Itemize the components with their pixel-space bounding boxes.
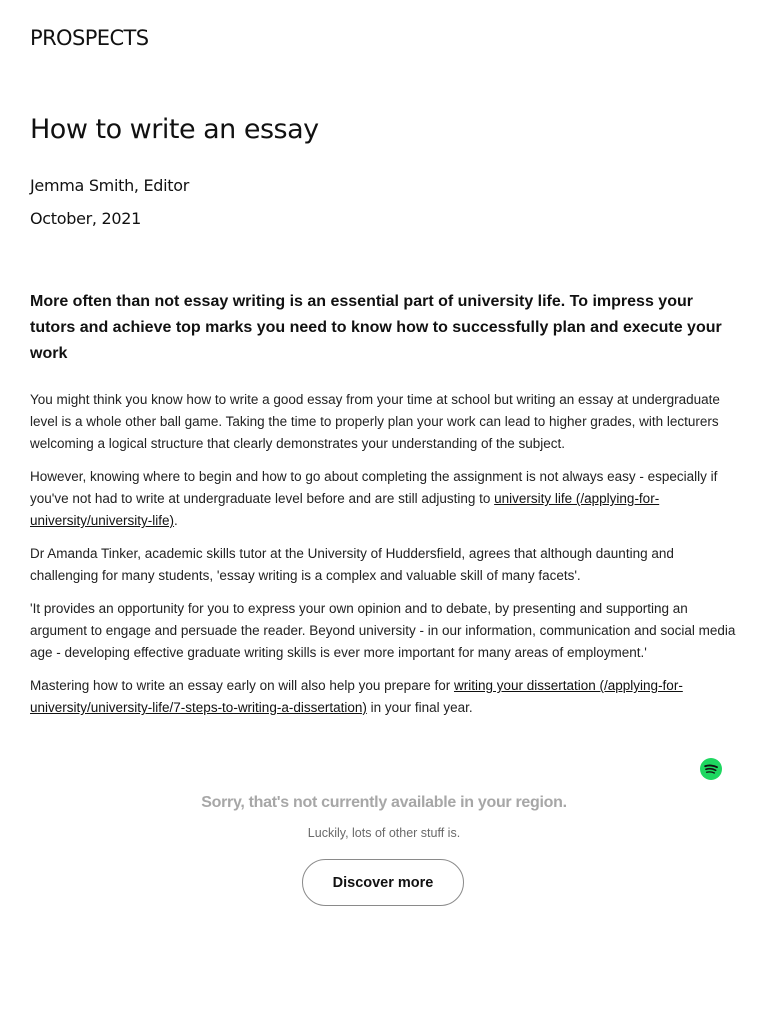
spotify-icon[interactable] [700, 758, 722, 780]
university-life-link[interactable]: university life (/applying-for-university/university-life) [30, 491, 660, 528]
paragraph-5 [30, 675, 742, 719]
discover-more-button[interactable]: Discover more [302, 859, 464, 906]
unavailable-message: Sorry, that's not currently available in your region. [201, 794, 567, 811]
paragraph-1: You might think you know how to write a good essay from your time at school but writing an essay at undergraduate level is a whole other ball game. Taking the time to properly plan your work can lead to higher grades, with lecturers welcoming a logical structure that clearly demonstrates your understanding of the subject. [30, 392, 720, 451]
paragraph-5-text: Mastering how to write an essay early on will also help you prepare for [30, 678, 454, 693]
article-author: Jemma Smith, Editor [30, 176, 190, 195]
paragraph-2-end: . [174, 513, 178, 528]
unavailable-submessage: Luckily, lots of other stuff is. [307, 826, 461, 840]
paragraph-4: 'It provides an opportunity for you to express your own opinion and to debate, by presenting and supporting an argument to engage and persuade the reader. Beyond university - in our information, communication and social media age - developing effective graduate writing skills is ever more important for many areas of employment.' [30, 601, 736, 660]
paragraph-3: Dr Amanda Tinker, academic skills tutor at the University of Huddersfield, agrees that although daunting and challenging for many students, 'essay writing is a complex and valuable skill of many facets'. [30, 546, 674, 583]
article-lead: More often than not essay writing is an essential part of university life. To impress your tutors and achieve top marks you need to know how to successfully plan and execute your work [30, 293, 722, 362]
dissertation-link[interactable]: writing your dissertation (/applying-for-university/university-life/7-steps-to-writing-a-dissertation) [30, 678, 683, 715]
article-title: How to write an essay [30, 114, 319, 145]
paragraph-2-text: However, knowing where to begin and how to go about completing the assignment is not always easy - especially if you've not had to write at undergraduate level before and are still adjusting to [30, 469, 718, 506]
spotify-embed [0, 748, 768, 928]
article-date: October, 2021 [30, 209, 142, 228]
paragraph-2 [30, 466, 742, 532]
paragraph-5-end: in your final year. [366, 700, 473, 715]
prospects-logo[interactable]: PROSPECTS [30, 26, 149, 50]
